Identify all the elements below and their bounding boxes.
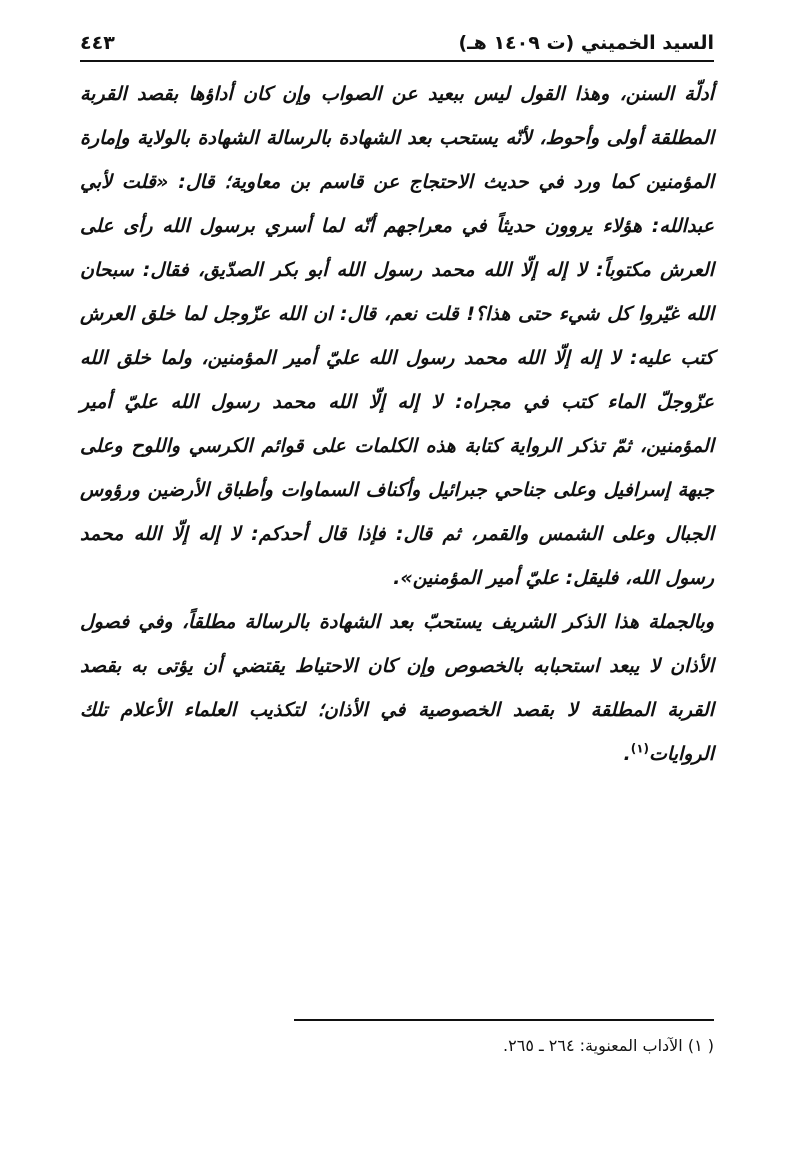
page-number: ٤٤٣ — [80, 32, 115, 54]
page-header — [80, 30, 714, 62]
footnote: ( ١) الآداب المعنوية: ٢٦٤ ـ ٢٦٥. — [503, 1036, 714, 1055]
footnote-divider — [294, 1019, 714, 1021]
footnote-reference: (١) — [630, 741, 650, 756]
paragraph: أدلّة السنن، وهذا القول ليس ببعيد عن الصواب وإن كان أداؤها بقصد القربة المطلقة أولى وأحوط، لأنّه يستحب بعد الشهادة بالرسالة الشهادة بالولاية وإمارة المؤمنين كما ورد في حديث الاحتجاج عن قاسم بن معاوية؛ قال: «قلت لأبي عبدالله: هؤلاء يروون حديثاً في معراجهم أنّه لما أسري برسول الله رأى على العرش مكتوباً: لا إله إلّا الله محمد رسول الله أبو بكر الصدّيق، فقال: سبحان الله غيّروا كل شيء حتى هذا؟! قلت نعم، قال: ان الله عزّوجل لما خلق العرش كتب عليه: لا إله إلّا الله محمد رسول الله عليّ أمير المؤمنين، ولما خلق الله عزّوجلّ الماء كتب في مجراه: لا إله إلّا الله محمد رسول الله عليّ أمير المؤمنين، ثمّ تذكر الرواية كتابة هذه الكلمات على قوائم الكرسي واللوح وعلى جبهة إسرافيل وعلى جناحي جبرائيل وأكناف السماوات وأطباق الأرضين ورؤوس الجبال وعلى الشمس والقمر، ثم قال: فإذا قال أحدكم: لا إله إلّا الله محمد رسول الله، فليقل: عليّ أمير المؤمنين». — [80, 83, 714, 589]
running-title: السيد الخميني (ت ١٤٠٩ هـ) — [458, 32, 714, 54]
main-text — [80, 72, 714, 776]
paragraph — [80, 600, 714, 776]
paragraph-text: وبالجملة هذا الذكر الشريف يستحبّ بعد الشهادة بالرسالة مطلقاً، وفي فصول الأذان لا يبعد استحبابه بالخصوص وإن كان الاحتياط يقتضي أن يؤتى به بقصد القربة المطلقة لا بقصد الخصوصية في الأذان؛ لتكذيب العلماء الأعلام تلك الروايات — [80, 611, 714, 765]
paragraph-end: . — [623, 743, 631, 765]
